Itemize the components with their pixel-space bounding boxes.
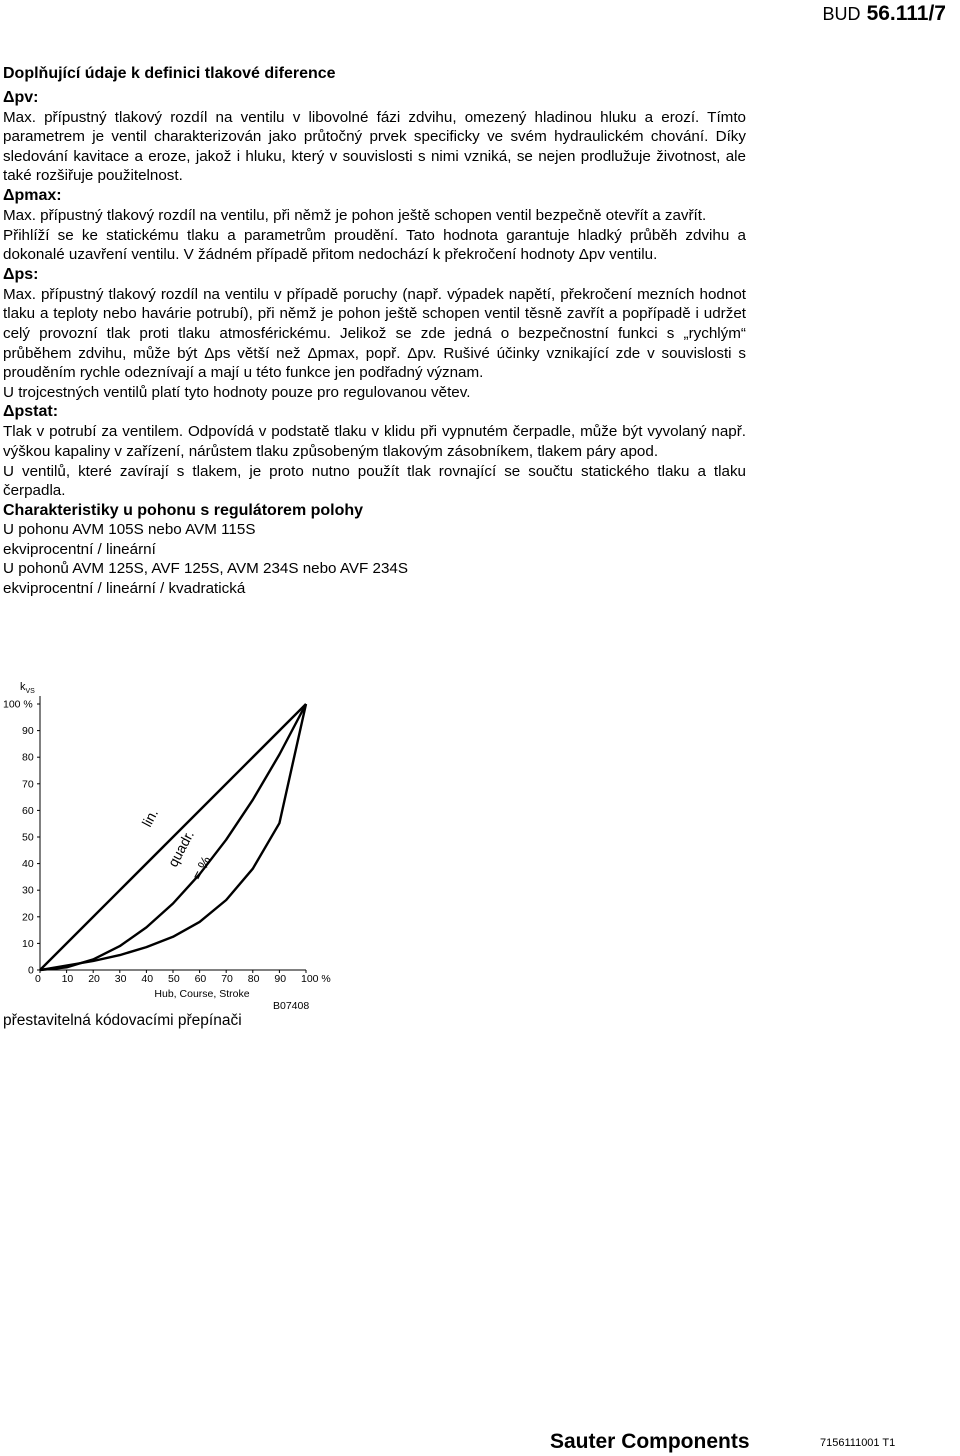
ps-text-2: U trojcestných ventilů platí tyto hodnoty pouze pro regulovanou větev. xyxy=(3,383,471,401)
pmax-text-2: Přihlíží se ke statickému tlaku a parametrům proudění. Tato hodnota garantuje hladký průběh zdvihu a dokonalé uzavření ventilu. V žádném případě přitom nedochází k překročení hodnoty Δpv ventilu. xyxy=(3,226,746,264)
characteristics-line: U pohonů AVM 125S, AVF 125S, AVM 234S nebo AVF 234S xyxy=(3,560,408,578)
chart-note: přestavitelná kódovacími přepínači xyxy=(3,1012,242,1029)
pmax-text-1: Max. přípustný tlakový rozdíl na ventilu, při němž je pohon ještě schopen ventil bezpečně otevřít a zavřít. xyxy=(3,206,707,224)
x-axis-label: Hub, Course, Stroke xyxy=(154,988,250,1000)
page-header xyxy=(823,2,946,26)
y-tick-label: 50 xyxy=(22,831,34,844)
main-content xyxy=(3,64,746,599)
series-label: lin. xyxy=(138,806,162,830)
pv-text: Max. přípustný tlakový rozdíl na ventilu v libovolné fázi zdvihu, omezený hladinou hluku a erozí. Tímto parametrem je ventil charakterizován jako průtočný prvek specificky ve svém hydraulickém chování. Díky sledování kavitace a eroze, jakož i hluku, který v souvislosti s nimi vzniká, se nejen prodlužuje životnost, ale také rozšiřuje použitelnost. xyxy=(3,108,746,185)
pmax-symbol: Δpmax: xyxy=(3,186,62,204)
pv-symbol: Δpv: xyxy=(3,88,39,106)
pstat-text-1: Tlak v potrubí za ventilem. Odpovídá v podstatě tlaku v klidu při vypnutém čerpadle, může být vyvolaný např. výškou kapaliny v zařízení, nárůstem tlaku způsobeným tlakovým zásobníkem, tlakem páry apod. xyxy=(3,423,746,460)
x-tick-label: 30 xyxy=(114,973,127,985)
valve-characteristic-chart xyxy=(0,676,340,1016)
y-tick-label: 0 xyxy=(28,964,34,977)
x-tick-label: 100 % xyxy=(301,973,331,985)
y-tick-label: 70 xyxy=(22,778,34,791)
x-tick-label: 90 xyxy=(274,973,287,985)
x-tick-label: 40 xyxy=(141,973,154,985)
y-axis-label: $k_{VS}$ xyxy=(20,681,35,695)
ps-text-1: Max. přípustný tlakový rozdíl na ventilu v případě poruchy (např. výpadek napětí, překročení mezních hodnot tlaku a teploty nebo havárie potrubí), při němž je pohon ještě schopen ventil těsně zavřít a popřípadě i udržet celý provozní tlak proti tlaku atmosférickému. Jelikož se zde jedná o bezpečnostní funkci s „rychlým“ průběhem zdvihu, může být Δps větší než Δpmax, popř. Δpv. Rušivé účinky vznikající zde v souvislosti s prouděním rychle odeznívají a mají u této funkce jen podřadný význam. xyxy=(3,285,746,382)
y-tick-label: 90 xyxy=(22,725,34,738)
characteristics-line: ekviprocentní / lineární / kvadratická xyxy=(3,580,246,598)
y-tick-label: 30 xyxy=(22,884,34,897)
characteristics-title: Charakteristiky u pohonu s regulátorem polohy xyxy=(3,501,364,519)
series-line xyxy=(40,704,306,970)
pstat-symbol: Δpstat: xyxy=(3,403,59,421)
y-tick-label: 100 % xyxy=(3,698,33,711)
brand-name: Sauter Components xyxy=(550,1430,750,1453)
y-tick-label: 40 xyxy=(22,858,34,871)
y-tick-label: 60 xyxy=(22,804,34,817)
characteristics-line: ekviprocentní / lineární xyxy=(3,540,156,558)
x-tick-label: 10 xyxy=(61,973,74,985)
series-label: = % xyxy=(188,853,215,883)
x-tick-label: 0 xyxy=(35,973,41,985)
ps-symbol: Δps: xyxy=(3,265,39,283)
y-tick-label: 20 xyxy=(22,911,34,924)
plot-area xyxy=(3,696,331,985)
series-label: quadr. xyxy=(164,827,197,870)
x-tick-label: 80 xyxy=(247,973,260,985)
y-tick-label: 80 xyxy=(22,751,34,764)
document-code: 7156111001 T1 xyxy=(820,1437,896,1449)
section-title: Doplňující údaje k definici tlakové diference xyxy=(3,65,336,82)
x-tick-label: 60 xyxy=(194,973,207,985)
figure-code: B07408 xyxy=(273,1000,310,1012)
characteristics-line: U pohonu AVM 105S nebo AVM 115S xyxy=(3,521,256,539)
pstat-text-2: U ventilů, které zavírají s tlakem, je proto nutno použít tlak rovnající se součtu statického tlaku a tlaku čerpadla. xyxy=(3,462,746,500)
x-tick-label: 50 xyxy=(168,973,180,985)
document-number: 56.111/7 xyxy=(866,2,946,25)
header-prefix: BUD xyxy=(822,4,861,24)
x-tick-label: 20 xyxy=(88,973,100,985)
x-tick-label: 70 xyxy=(221,973,233,985)
y-tick-label: 10 xyxy=(22,937,34,950)
